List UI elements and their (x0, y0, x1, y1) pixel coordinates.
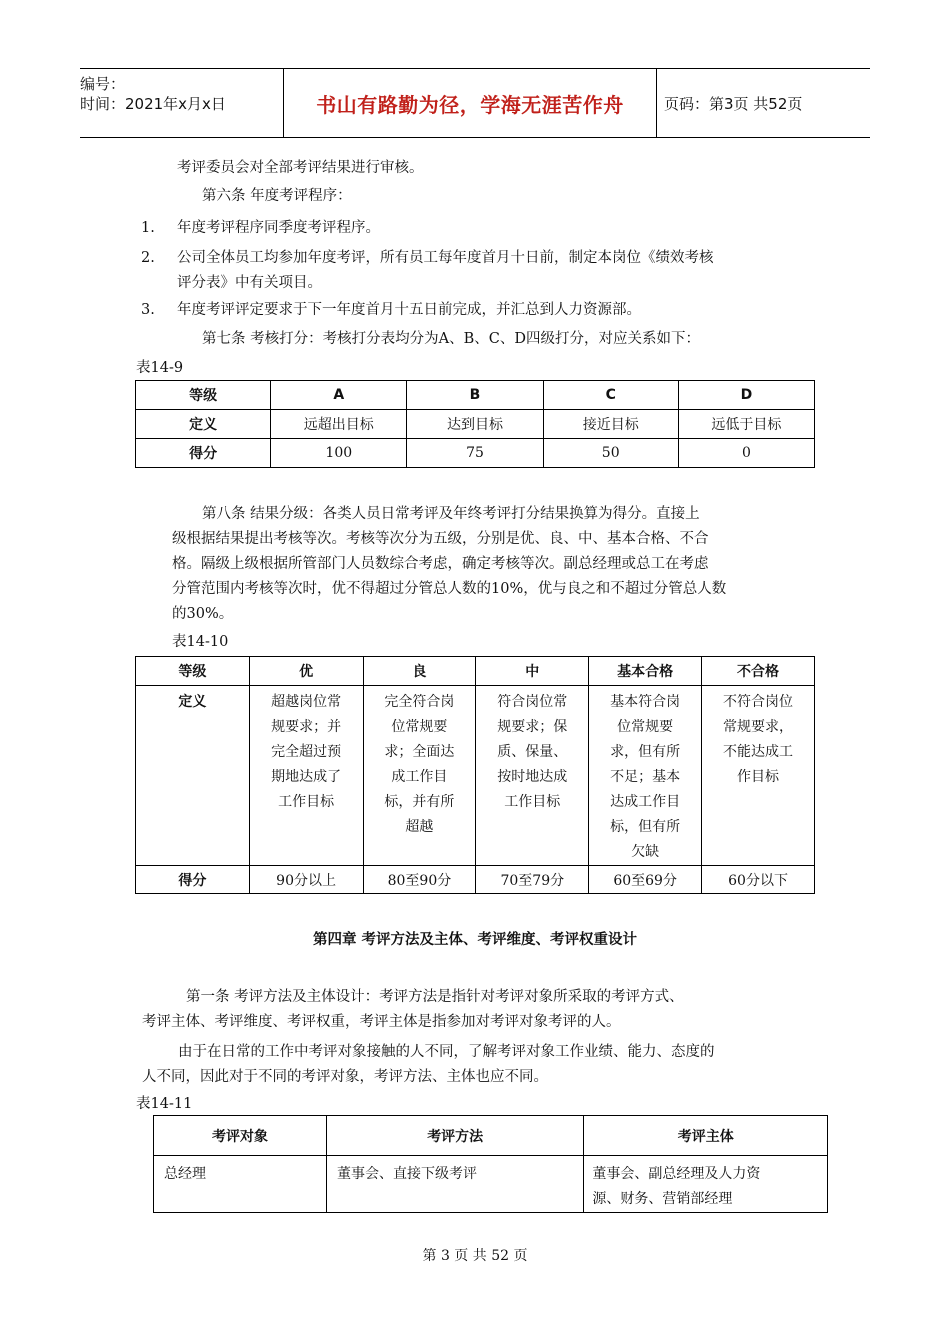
list-number: 2. (141, 250, 155, 266)
row-label: 得分 (136, 866, 250, 894)
table-caption: 表14-11 (136, 1096, 193, 1112)
table-cell: 70至79分 (476, 866, 589, 894)
definition-cell (702, 686, 815, 866)
table-caption: 表14-9 (136, 360, 184, 376)
page-header (80, 68, 870, 138)
paragraph-line: 级根据结果提出考核等次。考核等次分为五级，分别是优、良、中、基本合格、不合 (172, 531, 709, 547)
cell-line: 不符合岗位 (723, 694, 794, 710)
table-cell: 60至69分 (589, 866, 702, 894)
table-header: 中 (476, 657, 589, 686)
cell-line: 不足；基本 (610, 769, 681, 785)
table-header: 优 (249, 657, 363, 686)
list-item: 年度考评程序同季度考评程序。 (177, 220, 380, 236)
evaluator-table (153, 1115, 828, 1213)
cell-line: 规要求；保 (497, 719, 568, 735)
paragraph: 考评委员会对全部考评结果进行审核。 (177, 160, 424, 176)
list-item-cont: 评分表》中有关项目。 (177, 275, 322, 291)
table-cell: 60分以下 (702, 866, 815, 894)
paragraph-line: 格。隔级上级根据所管部门人员数综合考虑，确定考核等次。副总经理或总工在考虑 (172, 556, 709, 572)
cell-line: 期地达成了 (271, 769, 342, 785)
table-header: 考评主体 (584, 1116, 828, 1156)
list-number: 3. (141, 302, 155, 318)
list-number: 1. (141, 220, 155, 236)
table-cell (584, 1156, 828, 1213)
cell-line: 位常规要 (391, 719, 448, 735)
paragraph-line: 由于在日常的工作中考评对象接触的人不同，了解考评对象工作业绩、能力、态度的 (178, 1044, 715, 1060)
cell-line: 工作目标 (278, 794, 335, 810)
cell-line: 标，但有所 (610, 819, 681, 835)
header-meta (80, 69, 283, 137)
table-cell: 50 (543, 439, 678, 468)
definition-cell (249, 686, 363, 866)
cell-line: 达成工作目 (610, 794, 681, 810)
header-motto: 书山有路勤为径，学海无涯苦作舟 (316, 92, 624, 117)
table-cell: 100 (271, 439, 407, 468)
table-header: D (678, 381, 814, 410)
cell-line: 规要求；并 (271, 719, 342, 735)
header-time: 时间：2021年x月x日 (80, 95, 226, 113)
row-label: 定义 (136, 686, 250, 866)
table-header: A (271, 381, 407, 410)
cell-line: 位常规要 (617, 719, 674, 735)
table-cell: 达到目标 (407, 410, 543, 439)
result-grade-table (135, 656, 815, 894)
cell-line: 常规要求， (723, 719, 794, 735)
header-page: 页码：第3页 共52页 (664, 94, 803, 113)
table-header: 考评对象 (154, 1116, 327, 1156)
table-cell: 总经理 (154, 1156, 327, 1213)
cell-line: 董事会、副总经理及人力资 (592, 1166, 761, 1182)
list-item: 年度考评评定要求于下一年度首月十五日前完成，并汇总到人力资源部。 (177, 302, 641, 318)
chapter-heading: 第四章 考评方法及主体、考评维度、考评权重设计 (312, 932, 638, 948)
table-header: 考评方法 (326, 1116, 583, 1156)
cell-line: 质、保量、 (497, 744, 568, 760)
table-cell: 接近目标 (543, 410, 678, 439)
cell-line: 超越 (405, 819, 434, 835)
table-header: C (543, 381, 678, 410)
cell-line: 不能达成工 (723, 744, 794, 760)
article-7: 第七条 考核打分：考核打分表均分为A、B、C、D四级打分，对应关系如下： (202, 331, 700, 347)
paragraph-line: 分管范围内考核等次时，优不得超过分管总人数的10%，优与良之和不超过分管总人数 (172, 581, 727, 597)
cell-line: 作目标 (737, 769, 780, 785)
table-cell: 远超出目标 (271, 410, 407, 439)
header-number: 编号： (80, 75, 126, 93)
row-label: 得分 (136, 439, 271, 468)
table-cell: 90分以上 (249, 866, 363, 894)
table-cell: 75 (407, 439, 543, 468)
cell-line: 完全符合岗 (384, 694, 455, 710)
paragraph-line: 的30%。 (172, 606, 234, 622)
table-cell: 80至90分 (363, 866, 476, 894)
grade-table (135, 380, 815, 468)
table-cell: 0 (678, 439, 814, 468)
page-footer: 第 3 页 共 52 页 (422, 1248, 528, 1264)
table-header: 良 (363, 657, 476, 686)
paragraph-line: 人不同，因此对于不同的考评对象，考评方法、主体也应不同。 (142, 1069, 548, 1085)
table-header: B (407, 381, 543, 410)
table-cell: 远低于目标 (678, 410, 814, 439)
cell-line: 基本符合岗 (610, 694, 681, 710)
cell-line: 按时地达成 (497, 769, 568, 785)
cell-line: 标，并有所 (384, 794, 455, 810)
cell-line: 工作目标 (504, 794, 561, 810)
paragraph-line: 考评主体、考评维度、考评权重，考评主体是指参加对考评对象考评的人。 (142, 1014, 621, 1030)
cell-line: 源、财务、营销部经理 (592, 1191, 733, 1207)
cell-line: 欠缺 (631, 844, 660, 860)
cell-line: 完全超过预 (271, 744, 342, 760)
cell-line: 超越岗位常 (271, 694, 342, 710)
article-8: 第八条 结果分级：各类人员日常考评及年终考评打分结果换算为得分。直接上 (202, 506, 700, 522)
table-header: 等级 (136, 657, 250, 686)
definition-cell (363, 686, 476, 866)
definition-cell (476, 686, 589, 866)
table-header: 等级 (136, 381, 271, 410)
header-motto-cell (283, 69, 657, 137)
table-cell: 董事会、直接下级考评 (326, 1156, 583, 1213)
cell-line: 符合岗位常 (497, 694, 568, 710)
cell-line: 求；全面达 (384, 744, 455, 760)
cell-line: 求，但有所 (610, 744, 681, 760)
ch4-article-1: 第一条 考评方法及主体设计：考评方法是指针对考评对象所采取的考评方式、 (186, 989, 684, 1005)
article-6: 第六条 年度考评程序： (202, 188, 352, 204)
table-header: 基本合格 (589, 657, 702, 686)
definition-cell (589, 686, 702, 866)
table-header: 不合格 (702, 657, 815, 686)
cell-line: 成工作目 (391, 769, 448, 785)
row-label: 定义 (136, 410, 271, 439)
list-item: 公司全体员工均参加年度考评，所有员工每年度首月十日前，制定本岗位《绩效考核 (177, 250, 714, 266)
table-caption: 表14-10 (172, 634, 229, 650)
